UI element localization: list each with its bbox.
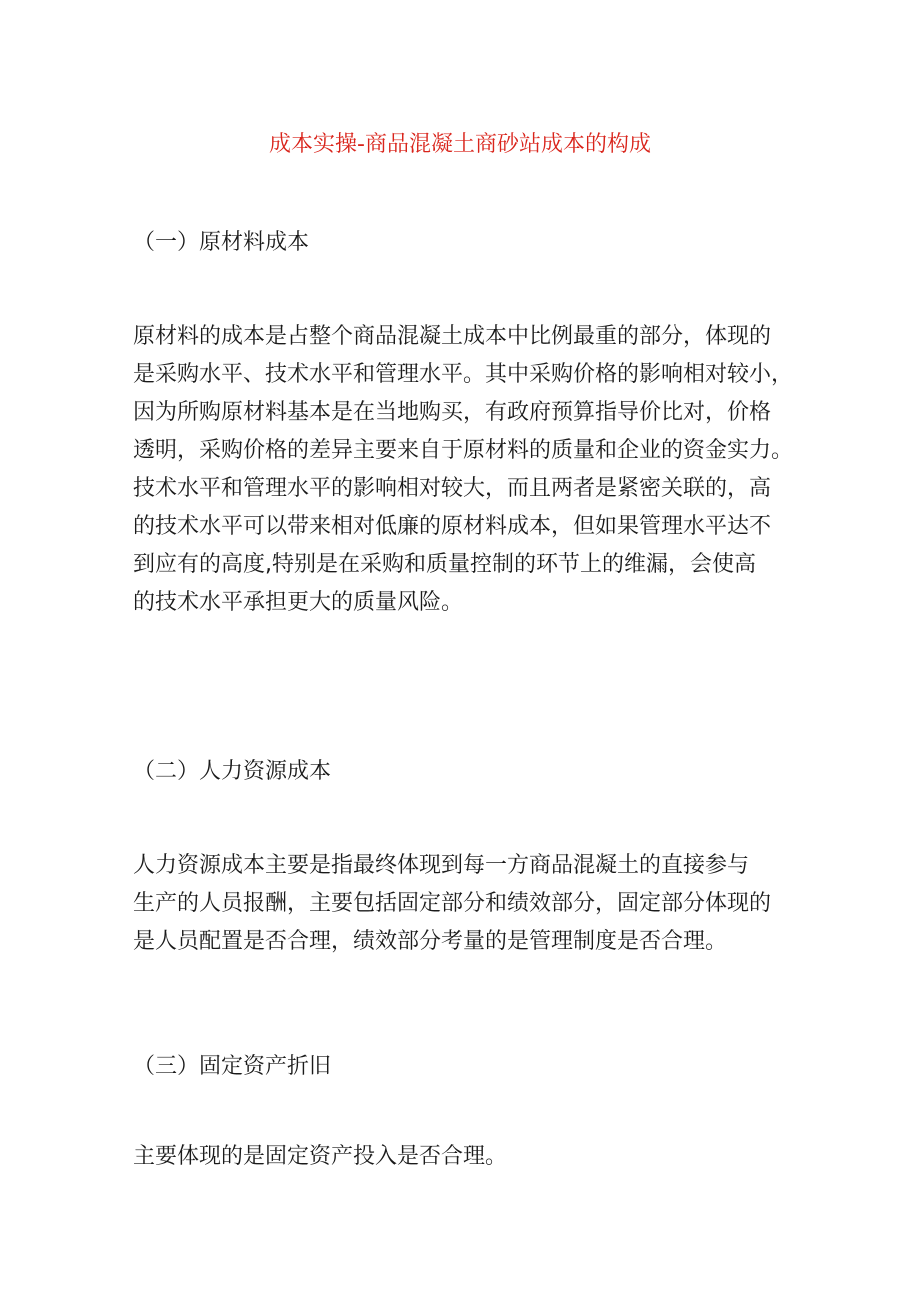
document-title: 成本实操-商品混凝土商砂站成本的构成 bbox=[269, 132, 651, 157]
paragraph-line: 到应有的高度,特别是在采购和质量控制的环节上的维漏，会使高 bbox=[133, 552, 756, 577]
section-heading-fixed-assets: （三）固定资产折旧 bbox=[133, 1054, 332, 1079]
paragraph-line: 技术水平和管理水平的影响相对较大，而且两者是紧密关联的，高 bbox=[133, 476, 772, 501]
section-paragraph-raw-materials bbox=[133, 318, 803, 622]
section-heading-human-resources: （二）人力资源成本 bbox=[133, 759, 332, 784]
paragraph-line: 主要体现的是固定资产投入是否合理。 bbox=[133, 1144, 508, 1169]
section-heading-raw-materials: （一）原材料成本 bbox=[133, 230, 310, 255]
paragraph-line: 是人员配置是否合理，绩效部分考量的是管理制度是否合理。 bbox=[133, 929, 728, 954]
paragraph-line: 原材料的成本是占整个商品混凝土成本中比例最重的部分，体现的 bbox=[133, 324, 772, 349]
paragraph-line: 生产的人员报酬，主要包括固定部分和绩效部分，固定部分体现的 bbox=[133, 891, 772, 916]
paragraph-line: 的技术水平可以带来相对低廉的原材料成本，但如果管理水平达不 bbox=[133, 514, 772, 539]
section-paragraph-fixed-assets bbox=[133, 1138, 803, 1176]
paragraph-line: 是采购水平、技术水平和管理水平。其中采购价格的影响相对较小， bbox=[133, 362, 794, 387]
paragraph-line: 透明，采购价格的差异主要来自于原材料的质量和企业的资金实力。 bbox=[133, 438, 794, 463]
paragraph-line: 因为所购原材料基本是在当地购买，有政府预算指导价比对，价格 bbox=[133, 400, 772, 425]
paragraph-line: 人力资源成本主要是指最终体现到每一方商品混凝土的直接参与 bbox=[133, 853, 750, 878]
paragraph-line: 的技术水平承担更大的质量风险。 bbox=[133, 590, 464, 615]
section-paragraph-human-resources bbox=[133, 847, 803, 961]
